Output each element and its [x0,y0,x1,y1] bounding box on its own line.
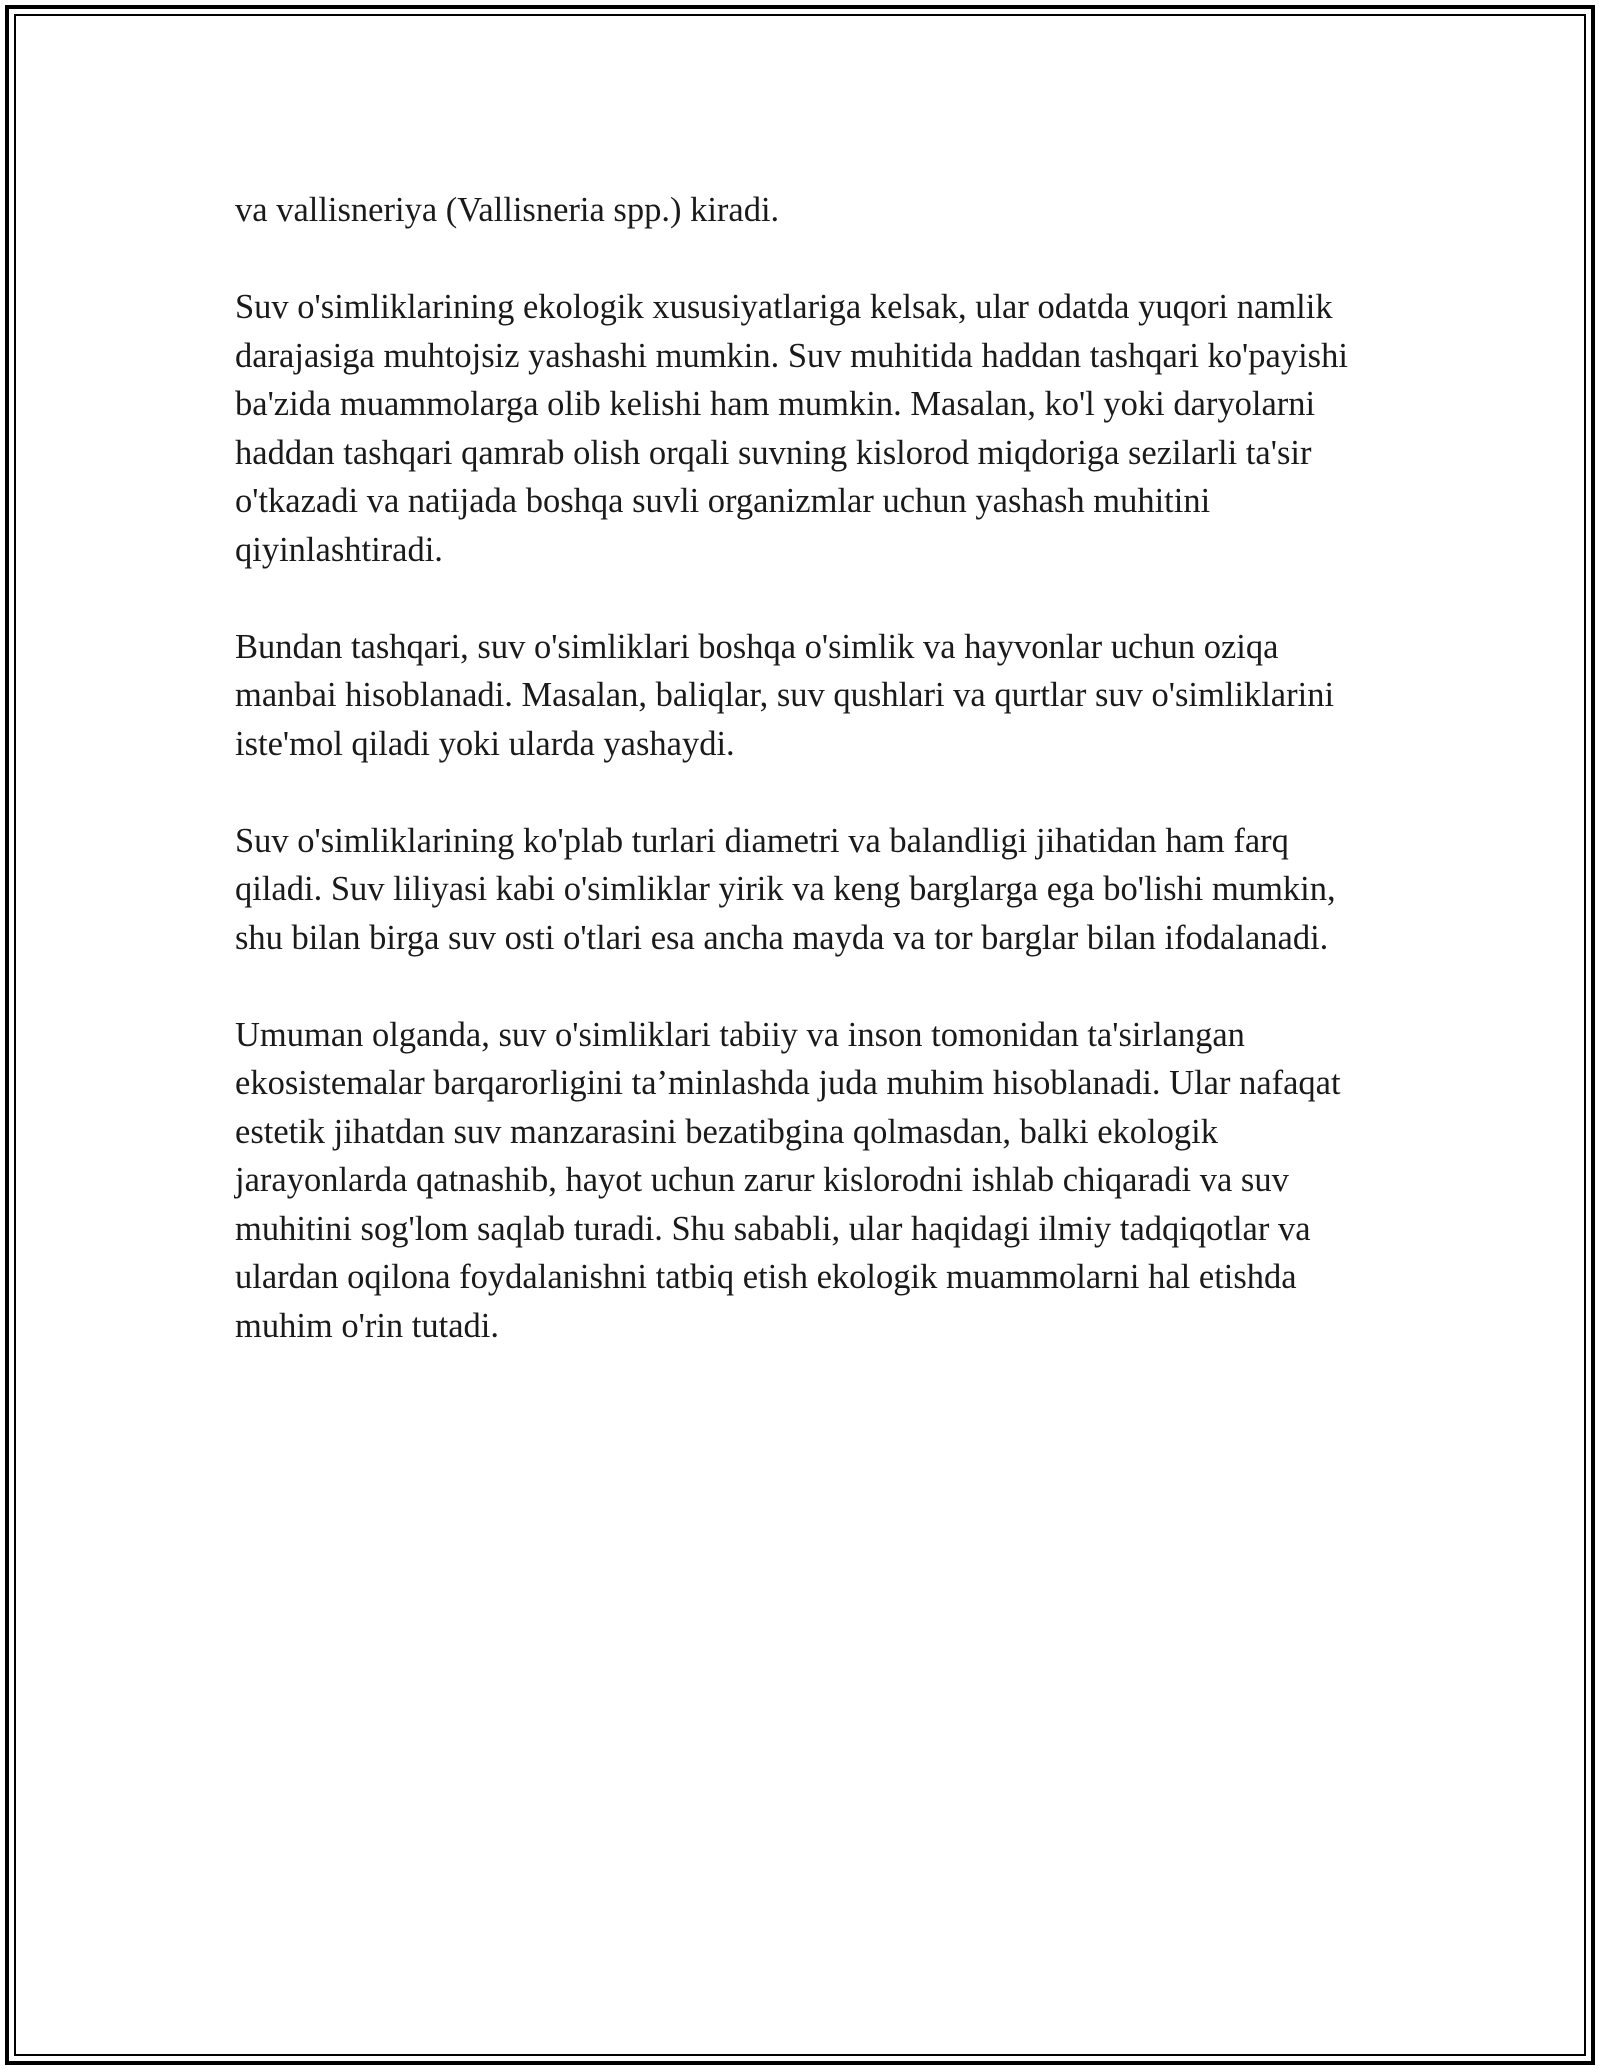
paragraph-food-source: Bundan tashqari, suv o'simliklari boshqa o'simlik va hayvonlar uchun oziqa manbai hisoblanadi. Masalan, baliqlar, suv qushlari va qurtlar suv o'simliklarini iste'mol qiladi yoki ularda yashaydi. [235,627,1335,763]
paragraph-intro-continuation: va vallisneriya (Vallisneria spp.) kiradi. [235,191,780,229]
document-body [235,186,1365,1350]
paragraph-size-diversity: Suv o'simliklarining ko'plab turlari diametri va balandligi jihatidan ham farq qiladi. Suv liliyasi kabi o'simliklar yirik va keng barglarga ega bo'lishi mumkin, shu bilan birga suv osti o'tlari esa ancha mayda va tor barglar bilan ifodalanadi. [235,821,1336,957]
paragraph-ecological-features: Suv o'simliklarining ekologik xususiyatlariga kelsak, ular odatda yuqori namlik darajasiga muhtojsiz yashashi mumkin. Suv muhitida haddan tashqari ko'payishi ba'zida muammolarga olib kelishi ham mumkin. Masalan, ko'l yoki daryolarni haddan tashqari qamrab olish orqali suvning kislorod miqdoriga sezilarli ta'sir o'tkazadi va natijada boshqa suvli organizmlar uchun yashash muhitini qiyinlashtiradi. [235,288,1348,569]
paragraph-conclusion: Umuman olganda, suv o'simliklari tabiiy va inson tomonidan ta'sirlangan ekosistemalar barqarorligini ta’minlashda juda muhim hisoblanadi. Ular nafaqat estetik jihatdan suv manzarasini bezatibgina qolmasdan, balki ekologik jarayonlarda qatnashib, hayot uchun zarur kislorodni ishlab chiqaradi va suv muhitini sog'lom saqlab turadi. Shu sababli, ular haqidagi ilmiy tadqiqotlar va ulardan oqilona foydalanishni tatbiq etish ekologik muammolarni hal etishda muhim o'rin tutadi. [235,1015,1341,1345]
